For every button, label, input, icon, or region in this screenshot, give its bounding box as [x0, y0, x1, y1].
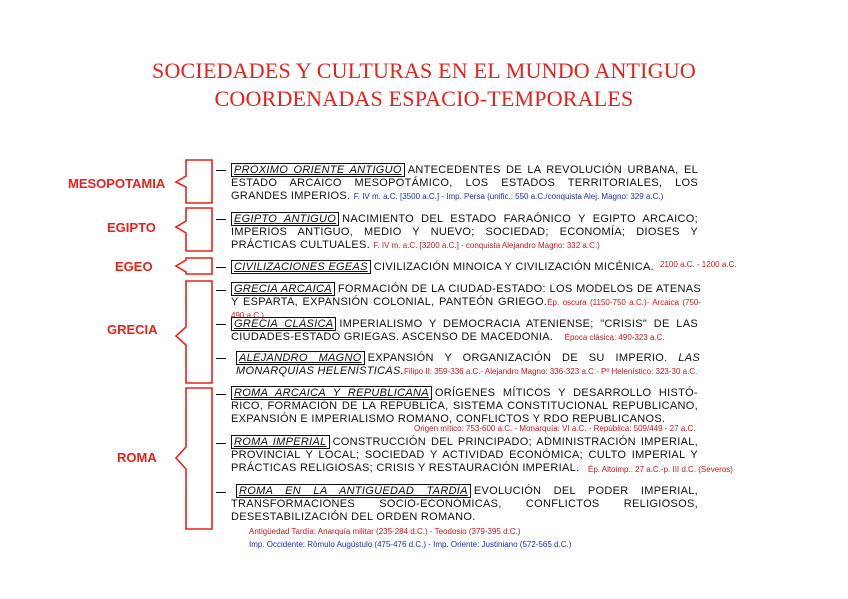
- entry-roma-tardia: [231, 485, 698, 524]
- heading-box: GRECIA ARCAICA: [231, 282, 335, 296]
- connector-dash: [216, 267, 226, 268]
- heading-box: ROMA IMPERIAL: [231, 435, 330, 449]
- entry-text: CONSTRUCCIÓN DEL PRINCIPADO; ADMINISTRACIÓN IMPERIAL, PROVINCIAL Y LOCAL; SOCIEDAD Y ACTIVIDAD ECONÓMICA; CULTO IMPERIAL Y PRÁCTICAS RELIGIOSAS; CRISIS Y RESTAURACIÓN IMPERIAL.: [231, 436, 698, 474]
- entry-civilizaciones-egeas: [231, 261, 654, 274]
- region-roma: ROMA: [117, 450, 157, 465]
- heading-box: ROMA EN LA ANTIGÜEDAD TARDÍA: [236, 484, 471, 498]
- page-subtitle: COORDENADAS ESPACIO-TEMPORALES: [214, 86, 634, 111]
- region-grecia: GRECIA: [107, 322, 158, 337]
- entry-text: IMPERIALISMO Y DEMOCRACIA ATENIENSE; "CRISIS" DE LAS CIUDADES-ESTADO GRIEGAS. ASCENSO DE MACEDONIA.: [231, 318, 698, 343]
- region-mesopotamia: MESOPOTAMIA: [68, 176, 166, 191]
- date-note: Ép. Altoimp.: 27 a.C.-p. III d.C. (Severos): [588, 465, 733, 474]
- entry-text: EVOLUCIÓN DEL PODER IMPERIAL, TRANSFORMACIONES SOCIO-ECONÓMICAS, CONFLICTOS RELIGIOSOS, DESESTABILIZACIÓN DEL ORDEN ROMANO.: [231, 485, 699, 523]
- roma-bracket: [176, 388, 212, 529]
- entry-text: FORMACIÓN DE LA CIUDAD-ESTADO: LOS MODELOS DE ATENAS Y ESPARTA, EXPANSIÓN COLONIAL, PANTEÓN GRIEGO.: [231, 283, 702, 308]
- entry-grecia-clasica: [231, 318, 698, 344]
- connector-dash: [216, 394, 226, 395]
- connector-dash: [216, 492, 226, 493]
- date-note: Época clásica: 490-323 a.C.: [564, 333, 665, 342]
- date-note: F. IV m. a.C. [3500 a.C.] - Imp. Persa (unific.: 550 a.C./conquista Alej. Magno: 329 a.C.): [353, 192, 664, 201]
- connector-dash: [216, 358, 226, 359]
- heading-box: GRECIA CLÁSICA: [231, 317, 336, 331]
- connector-dash: [216, 219, 226, 220]
- entry-egipto-antiguo: [231, 213, 698, 252]
- egeo-bracket: [176, 258, 212, 274]
- date-note: Ép. oscura (1150-750 a.C.)- Arcaica (750-490 a.C.): [231, 298, 702, 320]
- entry-proximo-oriente: [231, 164, 698, 203]
- grecia-bracket: [176, 281, 212, 383]
- entry-roma-arcaica: [231, 387, 698, 426]
- heading-box: ROMA ARCAICA Y REPUBLICANA: [231, 386, 432, 400]
- entry-text: ANTECEDENTES DE LA REVOLUCIÓN URBANA, EL ESTADO ARCAICO MESOPOTÁMICO, LOS ESTADOS TERRITORIALES, LOS GRANDES IMPERIOS.: [231, 164, 699, 202]
- entry-text: ORÍGENES MÍTICOS Y DESARROLLO HISTÓ-RICO, FORMACIÓN DE LA REPÚBLICA, SISTEMA CONSTITUCIONAL REPUBLICANO, EXPANSIÓN E IMPERIALISMO ROMANO, CONFLICTOS Y RDO REPUBLICANOS.: [231, 387, 699, 425]
- connector-dash: [216, 290, 226, 291]
- heading-box: PRÓXIMO ORIENTE ANTIGUO: [231, 163, 405, 177]
- region-egeo: EGEO: [115, 259, 153, 274]
- heading-box: EGIPTO ANTIGUO: [231, 212, 339, 226]
- date-note: 2100 a.C. - 1200 a.C.: [660, 260, 737, 269]
- date-note: Origen mítico: 753-600 a.C. - Monarquía: VI a.C. - República: 509/449 - 27 a.C.: [414, 424, 696, 433]
- heading-box: ALEJANDRO MAGNO: [236, 351, 365, 365]
- connector-dash: [216, 324, 226, 325]
- entry-text: EXPANSIÓN Y ORGANIZACIÓN DE SU IMPERIO.: [367, 352, 668, 364]
- egipto-bracket: [176, 208, 212, 251]
- date-note: Antigüedad Tardía: Anarquía militar (235-284 d.C.) - Teodosio (379-395 d.C.): [249, 527, 521, 536]
- page-title: SOCIEDADES Y CULTURAS EN EL MUNDO ANTIGUO: [152, 58, 696, 83]
- entry-text-italic: LAS MONARQUÍAS HELENÍSTICAS.: [236, 352, 700, 377]
- heading-box: CIVILIZACIONES EGEAS: [231, 260, 371, 274]
- region-egipto: EGIPTO: [107, 220, 156, 235]
- entry-text: NACIMIENTO DEL ESTADO FARAÓNICO Y EGIPTO ARCAICO; IMPERIOS ANTIGUO, MEDIO Y NUEVO; SOCIEDAD; ECONOMÍA; DIOSES Y PRÁCTICAS CULTUALES.: [231, 213, 698, 251]
- date-note: F. IV m. a.C. [3200 a.C.] - conquista Alejandro Magno: 332 a.C.): [373, 241, 600, 250]
- date-note: Filipo II: 359-336 a.C.- Alejandro Magno: 336-323 a.C.- Pº Helenístico: 323-30 a.C.: [404, 367, 698, 376]
- connector-dash: [216, 443, 226, 444]
- entry-text: CIVILIZACIÓN MINOICA Y CIVILIZACIÓN MICÉNICA.: [373, 261, 654, 273]
- connector-dash: [216, 170, 226, 171]
- date-note: Imp. Occidente: Rómulo Augústulo (475-476 d.C.) - Imp. Oriente: Justiniano (572-565 d.C.): [249, 540, 572, 549]
- mesopotamia-bracket: [176, 160, 212, 203]
